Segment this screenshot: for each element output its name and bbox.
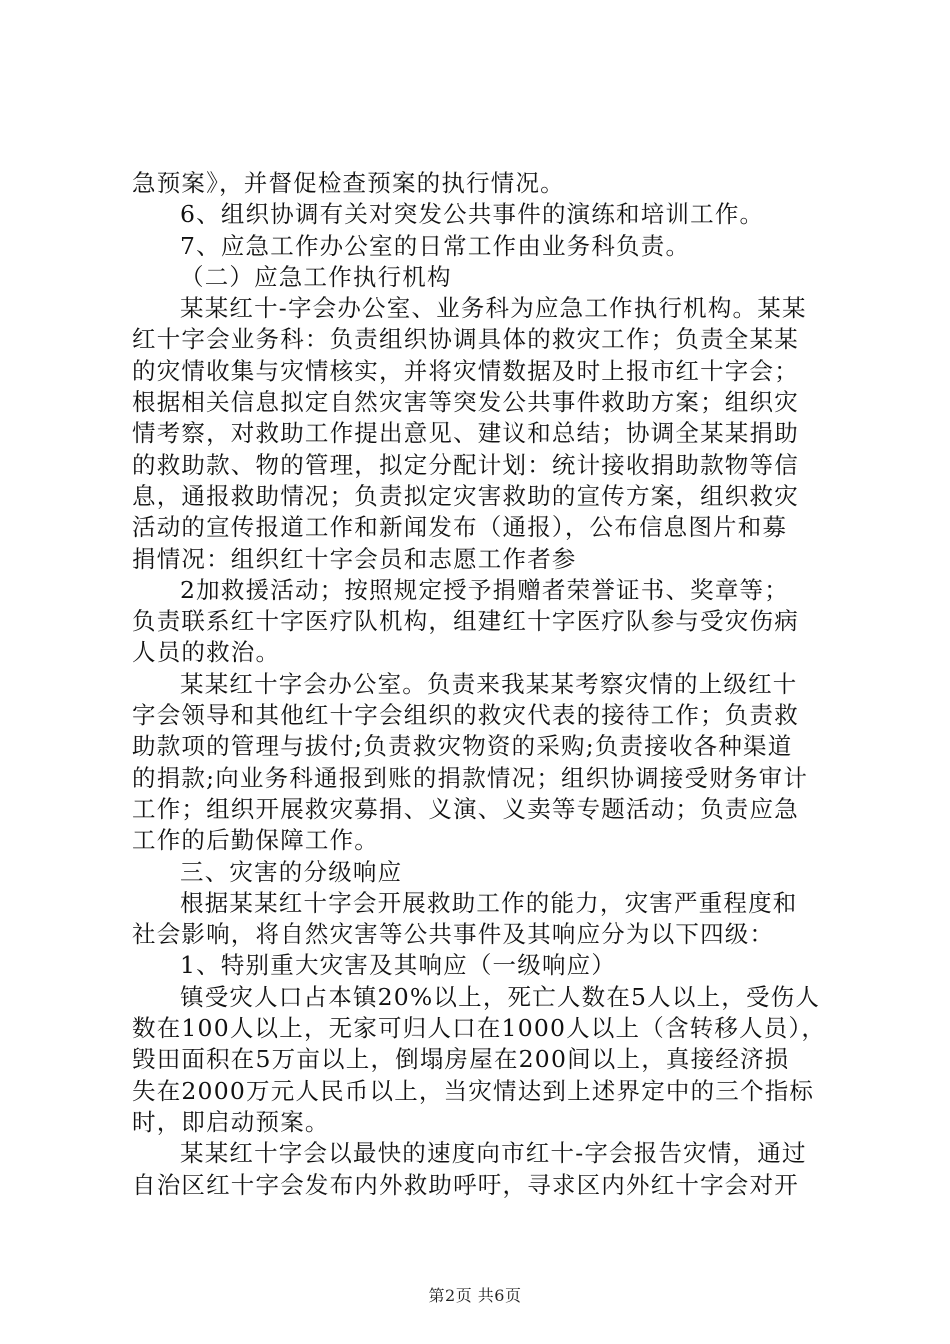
text-line: 某某红十-字会办公室、业务科为应急工作执行机构。某某 — [180, 294, 807, 323]
text-line: 时，即启动预案。 — [132, 1107, 330, 1136]
text-line: 息，通报救助情况；负责拟定灾害救助的宣传方案，组织救灾 — [132, 481, 799, 510]
text-line: 的救助款、物的管理，拟定分配计划：统计接收捐助款物等信 — [132, 450, 799, 479]
text-line: 红十字会业务科：负责组织协调具体的救灾工作；负责全某某 — [132, 325, 799, 354]
text-line: 工作的后勤保障工作。 — [132, 826, 379, 855]
text-line: 毁田面积在5万亩以上，倒塌房屋在200间以上，真接经济损 — [132, 1045, 790, 1074]
text-line: 镇受灾人口占本镇20%以上，死亡人数在5人以上，受伤人 — [180, 982, 821, 1011]
text-line: 的捐款;向业务科通报到账的捐款情况；组织协调接受财务审计 — [132, 763, 809, 792]
text-line: 负责联系红十字医疗队机构，组建红十字医疗队参与受灾伤病 — [132, 607, 799, 636]
text-line: 失在2000万元人民币以上，当灾情达到上述界定中的三个指标 — [132, 1076, 815, 1105]
text-line: 数在100人以上，无家可归人口在1000人以上（含转移人员）， — [132, 1014, 827, 1043]
text-line: 7、应急工作办公室的日常工作由业务科负责。 — [180, 231, 691, 260]
text-line: 三、灾害的分级响应 — [180, 857, 403, 886]
text-line: 自治区红十字会发布内外救助呼吁，寻求区内外红十字会对开 — [132, 1170, 799, 1199]
text-line: 情考察，对救助工作提出意见、建议和总结；协调全某某捐助 — [132, 419, 799, 448]
text-line: 某某红十字会办公室。负责来我某某考察灾情的上级红十 — [180, 669, 798, 698]
text-line: 6、组织协调有关对突发公共事件的演练和培训工作。 — [180, 200, 765, 229]
text-line: 社会影响，将自然灾害等公共事件及其响应分为以下四级： — [132, 920, 775, 949]
text-line: 活动的宣传报道工作和新闻发布（通报），公布信息图片和募 — [132, 513, 788, 542]
text-line: （二）应急工作执行机构 — [180, 262, 452, 291]
text-line: 人员的救治。 — [132, 638, 281, 667]
text-line: 的灾情收集与灾情核实，并将灾情数据及时上报市红十字会； — [132, 356, 799, 385]
text-line: 急预案》，并督促检查预案的执行情况。 — [132, 169, 565, 197]
text-line: 1、特别重大灾害及其响应（一级响应） — [180, 951, 617, 980]
text-line: 2加救援活动；按照规定授予捐赠者荣誉证书、奖章等； — [180, 575, 789, 604]
text-line: 工作；组织开展救灾募捐、义演、义卖等专题活动；负责应急 — [132, 794, 799, 823]
page-footer: 第2页 共6页 — [428, 1286, 522, 1305]
document-body — [132, 168, 832, 1201]
text-line: 捐情况：组织红十字会员和志愿工作者参 — [132, 544, 577, 573]
text-line: 根据相关信息拟定自然灾害等突发公共事件救助方案；组织灾 — [132, 388, 799, 417]
text-line: 字会领导和其他红十字会组织的救灾代表的接待工作；负责救 — [132, 701, 799, 730]
text-line: 助款项的管理与拔付;负责救灾物资的采购;负责接收各种渠道 — [132, 732, 793, 761]
text-line: 根据某某红十字会开展救助工作的能力，灾害严重程度和 — [180, 888, 798, 917]
text-line: 某某红十字会以最快的速度向市红十-字会报告灾情，通过 — [180, 1139, 807, 1168]
